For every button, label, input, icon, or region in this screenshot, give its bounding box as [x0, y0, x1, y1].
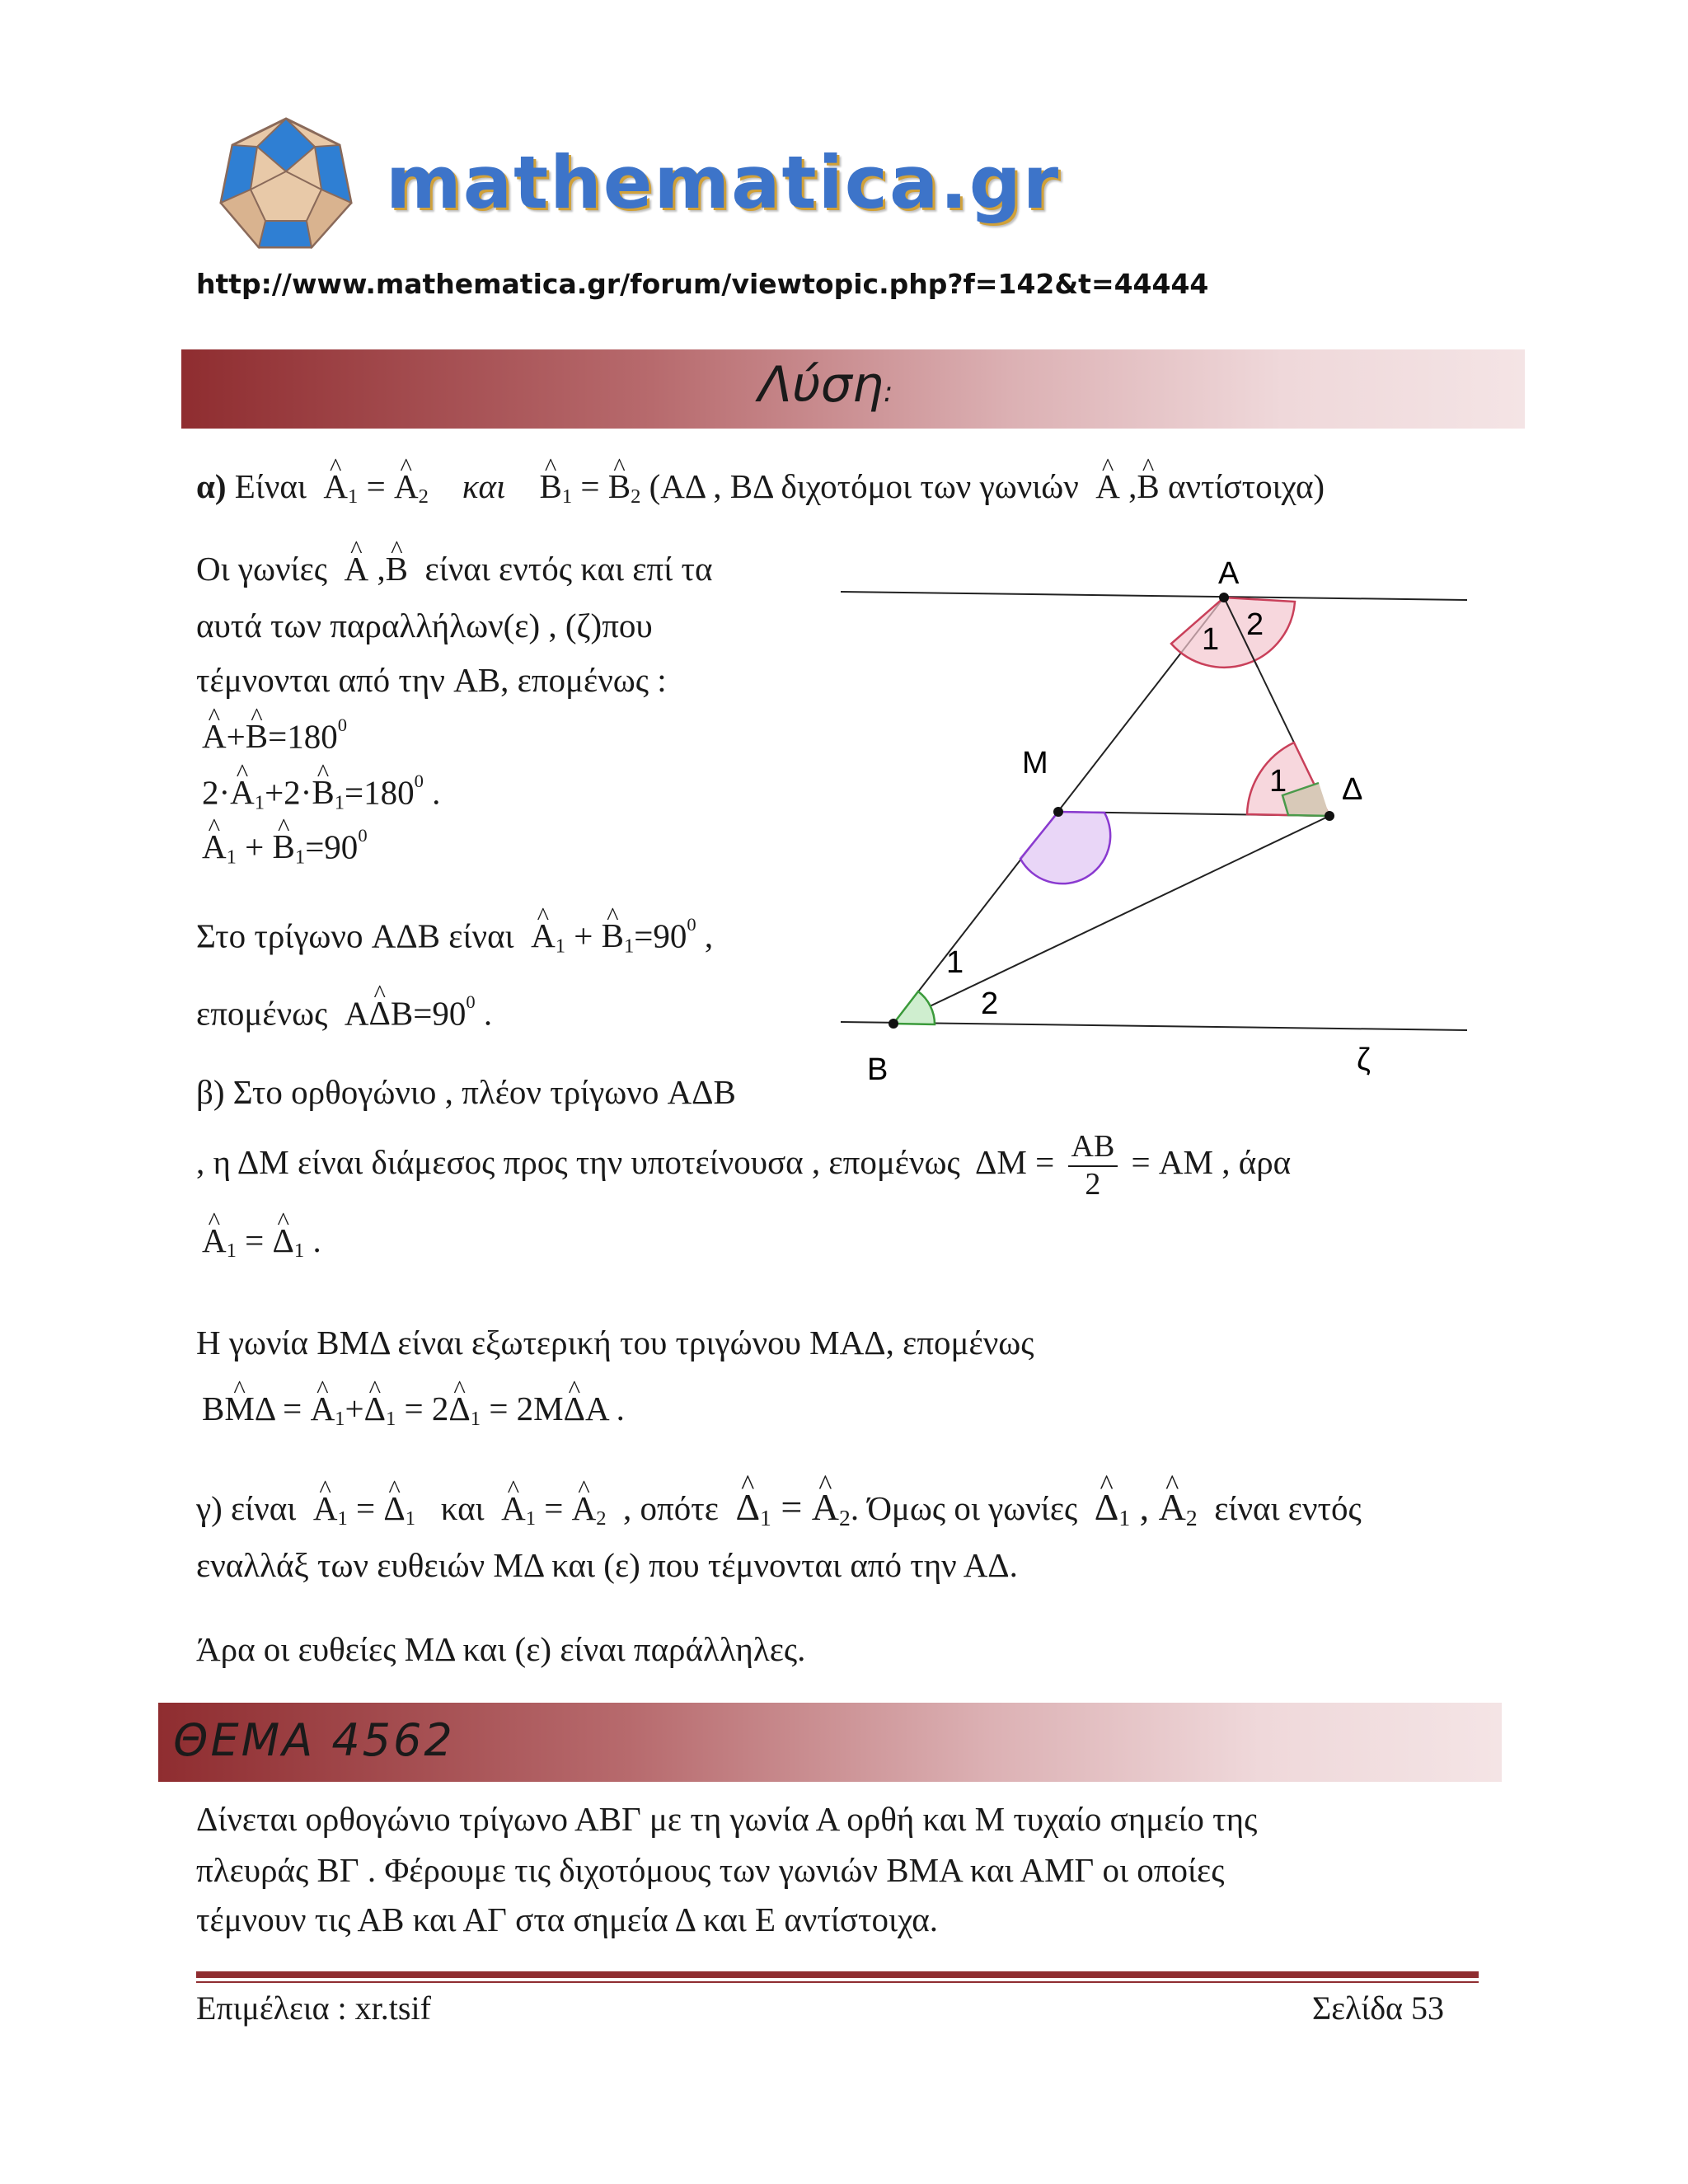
footer-rule-thin [196, 1981, 1479, 1983]
point-A [1219, 593, 1229, 602]
alpha-paragraph-line-3: τέμνονται από την AB, επομένως : [196, 661, 667, 699]
footer-author: Επιμέλεια : xr.tsif [196, 1990, 431, 2027]
alpha-paragraph-line-2: αυτά των παραλλήλων(ε) , (ζ)που [196, 607, 653, 644]
alpha-line: α) Είναι ^ $A_1$ = ^ $A_2$ και ^ $B_1$ = ^ $B_2$ (ΑΔ , ΒΔ διχοτόμοι των γωνιών ^ A ,^ B αντίστοιχα) [196, 466, 1325, 510]
label-B: B [867, 1052, 889, 1087]
point-M [1053, 807, 1063, 817]
equation-sum-180: ^ A+^ $B=180^0$ [202, 714, 347, 758]
exterior-angle-statement: Η γωνία BMΔ είναι εξωτερική του τριγώνου ΜΑΔ, επομένως [196, 1324, 1034, 1361]
fraction-ab-over-2: $\frac{AB}{2}$ [1068, 1129, 1118, 1202]
point-D [1325, 811, 1334, 821]
label-M: M [1022, 746, 1048, 780]
problem-line-3: τέμνουν τις ΑΒ και ΑΓ στα σημεία Δ και Ε αντίστοιχα. [196, 1900, 939, 1938]
gamma-line-1: γ) είναι ^ $A_1$ = ^ $\Delta_1$ και ^ $A_1$ = ^ $A_2$ , οπότε ^ $\Delta_1$ = ^ $A_2$. Όμως οι γωνίες ^ $\Delta_1$ , ^ $A_2$ είναι εντός [196, 1483, 1362, 1532]
segment-BD [893, 816, 1329, 1024]
label-zeta: ζ [1357, 1043, 1371, 1077]
theme-title: ΘΕΜΑ 4562 [173, 1714, 455, 1766]
site-logo-text: mathematica.gr [386, 140, 1061, 225]
label-D: Δ [1342, 772, 1363, 807]
gamma-line-3: Άρα οι ευθείες ΜΔ και (ε) είναι παράλληλες. [196, 1630, 806, 1668]
label-A: A [1218, 556, 1240, 591]
angle-B2-number: 2 [981, 987, 999, 1021]
beta-line-2: , η ΔΜ είναι διάμεσος προς την υποτείνουσα , επομένως ΔΜ = $\frac{AB}{2}$ = AM , άρα [196, 1129, 1292, 1202]
angle-A1-number: 1 [1202, 622, 1220, 657]
alpha-paragraph-line-1: Οι γωνίες ^ A ,^ B είναι εντός και επί τα [196, 548, 712, 590]
problem-line-2: πλευράς ΒΓ . Φέρουμε τις διχοτόμους των γωνιών ΒΜΑ και ΑΜΓ οι οποίες [196, 1851, 1225, 1889]
angle-D1-number: 1 [1269, 764, 1287, 799]
angle-M-arc [1020, 812, 1110, 883]
beta-line-1: β) Στο ορθογώνιο , πλέον τρίγωνο AΔB [196, 1073, 736, 1111]
point-B [889, 1019, 898, 1029]
parallel-line-epsilon [841, 592, 1467, 600]
dodecahedron-logo-icon [216, 114, 356, 254]
site-logo [216, 114, 356, 254]
problem-line-1: Δίνεται ορθογώνιο τρίγωνο ΑΒΓ με τη γωνία Α ορθή και Μ τυχαίο σημείο της [196, 1800, 1258, 1838]
angle-B1-number: 1 [946, 945, 964, 980]
gamma-line-2: εναλλάξ των ευθειών ΜΔ και (ε) που τέμνονται από την ΑΔ. [196, 1546, 1018, 1584]
geometry-figure [824, 552, 1484, 1113]
exterior-angle-equation: B^ MΔ = ^ $A_1+\^{}$ $\Delta_1$ = 2^ $\Delta_1$ = 2M^ ΔA . [202, 1388, 625, 1432]
equation-double-sum: 2·^ $A_1+2\cdot\^{}$ $B_1=180^0$ . [202, 770, 440, 816]
angle-B-arc [893, 991, 935, 1024]
triangle-conclusion: επομένως A^ $\Delta B=90^0$ . [196, 991, 492, 1035]
footer-rule-thick [196, 1971, 1479, 1978]
footer-page-number: Σελίδα 53 [1311, 1990, 1444, 2027]
beta-conclusion: ^ $A_1$ = ^ $\Delta_1$ . [202, 1220, 321, 1264]
alpha-label: α) [196, 467, 227, 505]
angle-A2-number: 2 [1246, 607, 1264, 642]
solution-title: Λύση: [758, 356, 893, 414]
topic-url-link[interactable]: http://www.mathematica.gr/forum/viewtopic.php?f=142&t=44444 [196, 268, 1209, 300]
equation-sum-90: ^ $A_1$ + ^ $B_1=90^0$ [202, 824, 368, 870]
angle-A-arc [1171, 598, 1295, 668]
triangle-statement: Στο τρίγωνο AΔB είναι ^ $A_1$ + ^ $B_1=90^0$ , [196, 913, 713, 959]
